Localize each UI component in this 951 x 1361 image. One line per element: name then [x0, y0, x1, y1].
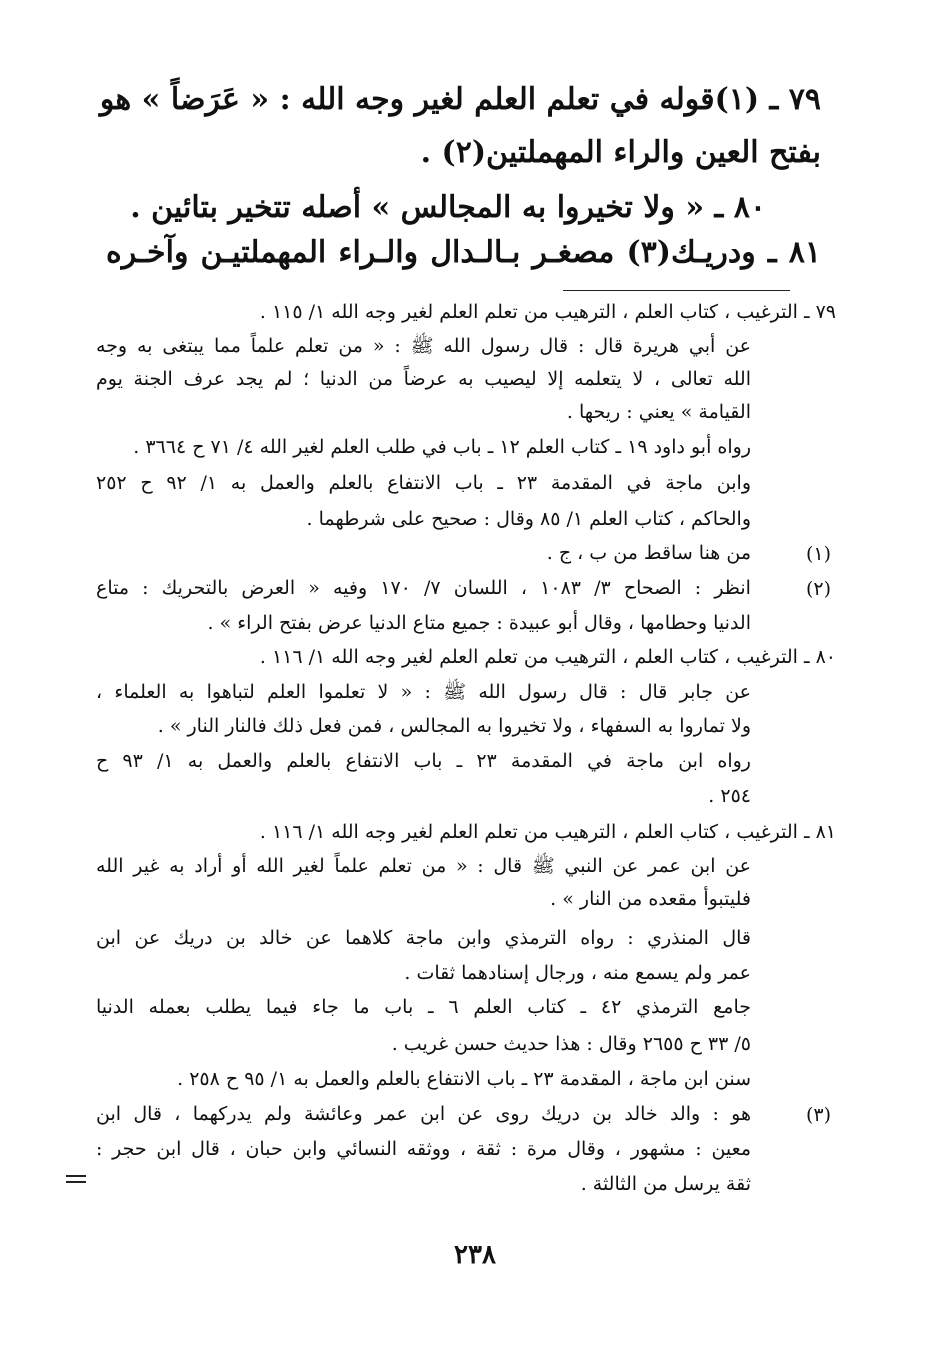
note-79-line-3: القيامة » يعني : ريحها . — [566, 401, 751, 423]
note-81-line-4: عمر ولم يسمع منه ، ورجال إسنادهما ثقات . — [404, 962, 751, 984]
main-text-line-1: ٧٩ ـ (١)قوله في تعلم العلم لغير وجه الله : « عَرَضاً » هو — [99, 82, 821, 117]
footnote-2-number: (٢) — [805, 578, 831, 600]
note-81-line-6: ٥/ ٣٣ ح ٢٦٥٥ وقال : هذا حديث حسن غريب . — [391, 1033, 751, 1055]
footnote-3-line-3: ثقة يرسل من الثالثة . — [580, 1173, 751, 1195]
note-79-line-4: رواه أبو داود ١٩ ـ كتاب العلم ١٢ ـ باب في طلب العلم لغير الله ٤/ ٧١ ح ٣٦٦٤ . — [133, 436, 751, 458]
note-79-heading: ٧٩ ـ الترغيب ، كتاب العلم ، الترهيب من تعلم العلم لغير وجه الله ١/ ١١٥ . — [259, 301, 836, 323]
main-text-line-2: بفتح العين والراء المهملتين(٢) . — [420, 135, 821, 170]
footnote-1-text: من هنا ساقط من ب ، ج . — [546, 542, 751, 564]
footnote-2-line-2: الدنيا وحطامها ، وقال أبو عبيدة : جميع متاع الدنيا عرض بفتح الراء » . — [207, 612, 751, 634]
footnote-3-number: (٣) — [805, 1104, 831, 1126]
footnote-3-line-1: هو : والد خالد بن دريك روى عن ابن عمر وعائشة ولم يدركهما ، قال ابن — [96, 1103, 751, 1125]
note-80-line-1: عن جابر قال : قال رسول الله ﷺ : « لا تعلموا العلم لتباهوا به العلماء ، — [96, 681, 751, 703]
footnote-2-line-1: انظر : الصحاح ٣/ ١٠٨٣ ، اللسان ٧/ ١٧٠ وفيه « العرض بالتحريك : متاع — [96, 577, 751, 599]
footnote-3-line-2: معين : مشهور ، وقال مرة : ثقة ، ووثقه النسائي وابن حبان ، قال ابن حجر : — [96, 1138, 751, 1160]
main-text-line-3: ٨٠ ـ « ولا تخيروا به المجالس » أصله تتخير بتائين . — [130, 190, 766, 225]
note-79-line-5: وابن ماجة في المقدمة ٢٣ ـ باب الانتفاع بالعلم والعمل به ١/ ٩٢ ح ٢٥٢ — [96, 472, 752, 494]
note-79-line-1: عن أبي هريرة قال : قال رسول الله ﷺ : « من تعلم علماً مما يبتغى به وجه — [96, 335, 751, 357]
footnote-1-number: (١) — [805, 543, 831, 565]
main-text-line-4: ٨١ ـ ودريـك(٣) مصغـر بـالـدال والـراء المهملتيـن وآخـره — [106, 235, 821, 270]
note-81-line-5: جامع الترمذي ٤٢ ـ كتاب العلم ٦ ـ باب ما جاء فيما يطلب بعمله الدنيا — [96, 996, 751, 1018]
note-81-line-2: فليتبوأ مقعده من النار » . — [550, 888, 751, 910]
note-80-line-2: ولا تماروا به السفهاء ، ولا تخيروا به المجالس ، فمن فعل ذلك فالنار النار » . — [157, 715, 751, 737]
note-79-line-6: والحاكم ، كتاب العلم ١/ ٨٥ وقال : صحيح على شرطهما . — [306, 508, 751, 530]
page-number: ٢٣٨ — [454, 1240, 496, 1270]
note-80-heading: ٨٠ ـ الترغيب ، كتاب العلم ، الترهيب من تعلم العلم لغير وجه الله ١/ ١١٦ . — [259, 646, 836, 668]
note-81-heading: ٨١ ـ الترغيب ، كتاب العلم ، الترهيب من تعلم العلم لغير وجه الله ١/ ١١٦ . — [259, 821, 836, 843]
note-79-line-2: الله تعالى ، لا يتعلمه إلا ليصيب به عرضاً من الدنيا ؛ لم يجد عرف الجنة يوم — [96, 368, 751, 390]
note-81-line-1: عن ابن عمر عن النبي ﷺ قال : « من تعلم علماً لغير الله أو أراد به غير الله — [96, 855, 751, 877]
footnote-separator — [563, 290, 790, 291]
note-81-line-7: سنن ابن ماجة ، المقدمة ٢٣ ـ باب الانتفاع بالعلم والعمل به ١/ ٩٥ ح ٢٥٨ . — [177, 1068, 751, 1090]
note-80-line-4: ٢٥٤ . — [708, 785, 751, 807]
note-80-line-3: رواه ابن ماجة في المقدمة ٢٣ ـ باب الانتفاع بالعلم والعمل به ١/ ٩٣ ح — [96, 750, 751, 772]
note-81-line-3: قال المنذري : رواه الترمذي وابن ماجة كلاهما عن خالد بن دريك عن ابن — [96, 927, 751, 949]
continuation-mark — [66, 1175, 86, 1187]
